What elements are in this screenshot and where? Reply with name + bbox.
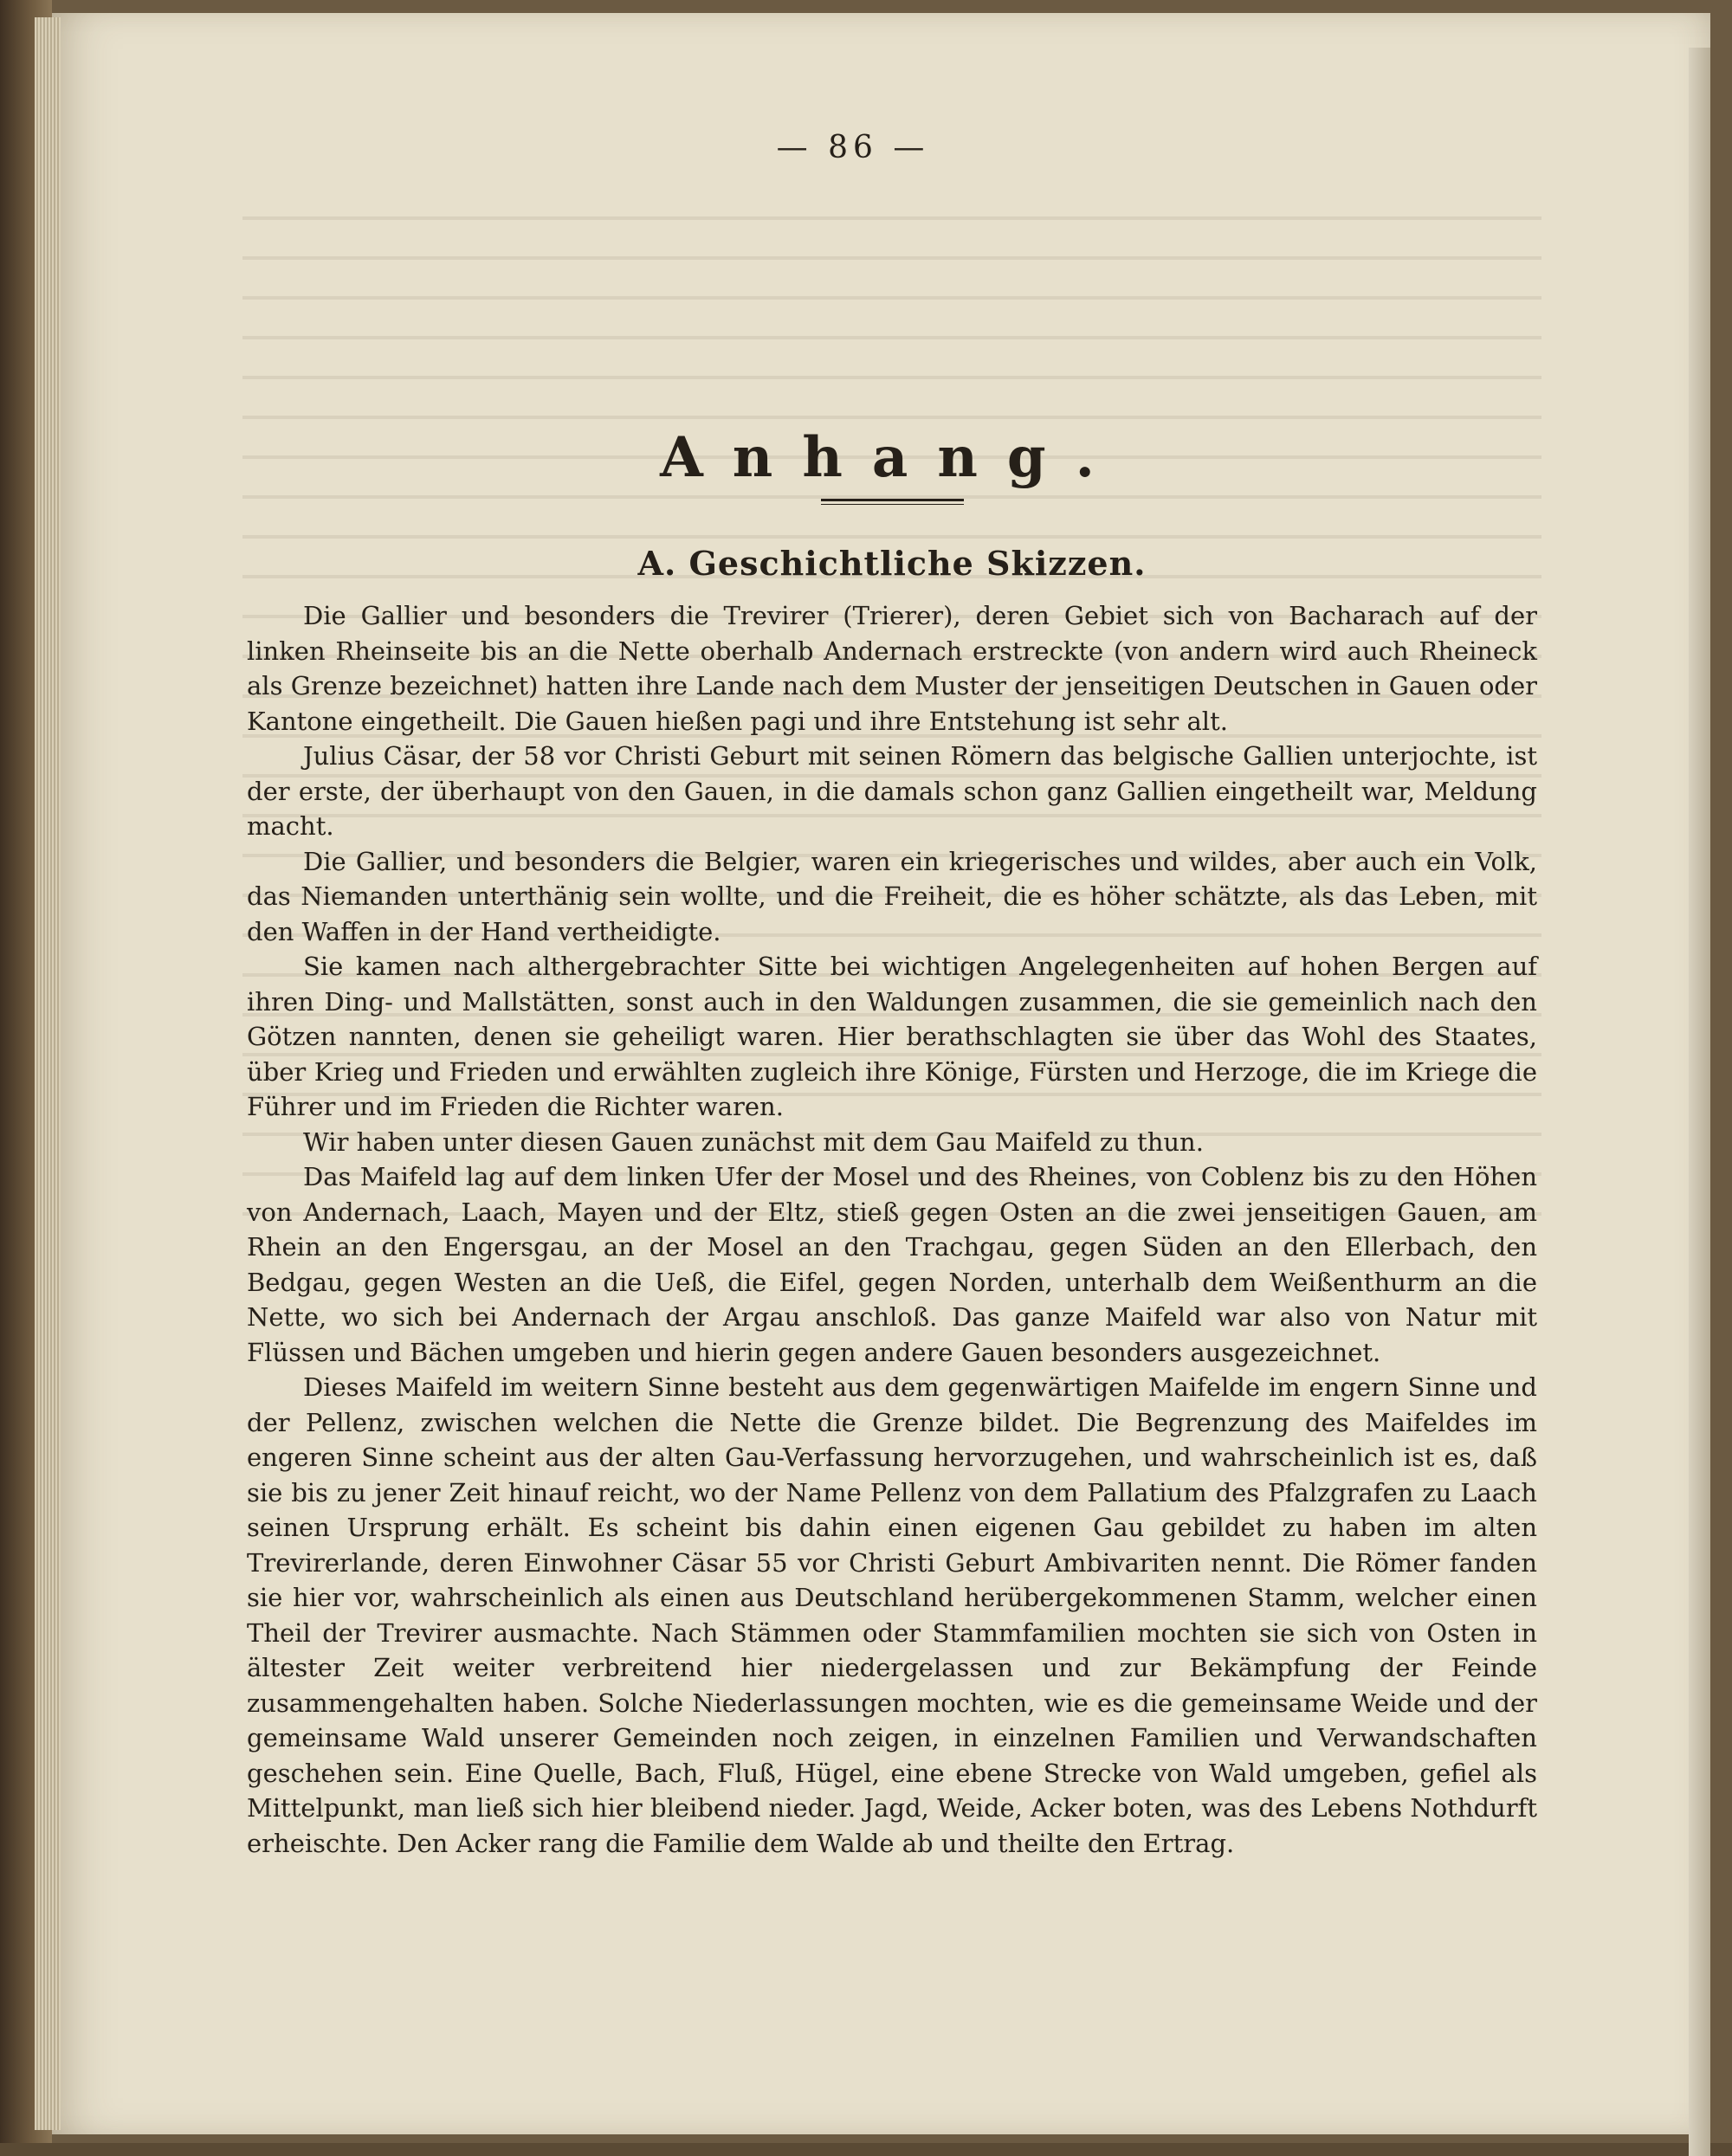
paragraph: Julius Cäsar, der 58 vor Christi Geburt mit seinen Römern das belgische Gallien unterjochte, ist der erste, der überhaupt von den Gauen, in die damals schon ganz Gallien eingetheilt war, Meldung macht. xyxy=(247,741,1537,841)
appendix-heading: Anhang. xyxy=(660,425,1124,490)
page-number: — 86 — xyxy=(776,130,930,165)
paragraph: Die Gallier, und besonders die Belgier, waren ein kriegerisches und wildes, aber auch ein Volk, das Niemanden unterthänig sein wollte, und die Freiheit, die es höher schätzte, als das Leben, mit den Waffen in der Hand vertheidigte. xyxy=(247,846,1537,946)
page-right-edge xyxy=(1689,48,1710,2156)
paragraph: Das Maifeld lag auf dem linken Ufer der Mosel und des Rheines, von Coblenz bis zu den Höhen von Andernach, Laach, Mayen und der Eltz, stieß gegen Osten an die zwei jenseitigen Gauen, am Rhein an den Engersgau, an der Mosel an den Trachgau, gegen Süden an den Ellerbach, den Bedgau, gegen Westen an die Ueß, die Eifel, gegen Norden, unterhalb dem Weißenthurm an die Nette, wo sich bei Andernach der Argau anschloß. Das ganze Maifeld war also von Natur mit Flüssen und Bächen umgeben und hierin gegen andere Gauen besonders ausgezeichnet. xyxy=(247,1162,1537,1367)
paragraph: Dieses Maifeld im weitern Sinne besteht aus dem gegenwärtigen Maifelde im engern Sinne und der Pellenz, zwischen welchen die Nette die Grenze bildet. Die Begrenzung des Maifeldes im engeren Sinne scheint aus der alten Gau-Verfassung hervorzugehen, und wahrscheinlich ist es, daß sie bis zu jener Zeit hinauf reicht, wo der Name Pellenz von dem Pallatium des Pfalzgrafen zu Laach seinen Ursprung erhält. Es scheint bis dahin einen eigenen Gau gebildet zu haben im alten Trevirerlande, deren Einwohner Cäsar 55 vor Christi Geburt Ambivariten nennt. Die Römer fanden sie hier vor, wahrscheinlich als einen aus Deutschland herübergekommenen Stamm, welcher einen Theil der Trevirer ausmachte. Nach Stämmen oder Stammfamilien mochten sie sich von Osten in ältester Zeit weiter verbreitend hier niedergelassen und zur Bekämpfung der Feinde zusammengehalten haben. Solche Niederlassungen mochten, wie es die gemeinsame Weide und der gemeinsame Wald unserer Gemeinden noch zeigen, in einzelnen Familien und Verwandschaften geschehen sein. Eine Quelle, Bach, Fluß, Hügel, eine ebene Strecke von Wald umgeben, gefiel als Mittelpunkt, man ließ sich hier bleibend nieder. Jagd, Weide, Acker boten, was des Lebens Nothdurft erheischte. Den Acker rang die Familie dem Walde ab und theilte den Ertrag. xyxy=(247,1372,1537,1858)
paragraph: Sie kamen nach althergebrachter Sitte bei wichtigen Angelegenheiten auf hohen Bergen auf ihren Ding- und Mallstätten, sonst auch in den Waldungen zusammen, die sie gemeinlich nach den Götzen nannten, denen sie geheiligt waren. Hier berathschlagten sie über das Wohl des Staates, über Krieg und Frieden und erwählten zugleich ihre Könige, Fürsten und Herzoge, die im Kriege die Führer und im Frieden die Richter waren. xyxy=(247,952,1537,1121)
page-stack-edges xyxy=(35,17,61,2130)
section-title: A. Geschichtliche Skizzen. xyxy=(637,544,1147,583)
paragraph: Die Gallier und besonders die Trevirer (Trierer), deren Gebiet sich von Bacharach auf der linken Rheinseite bis an die Nette oberhalb Andernach erstreckte (von andern wird auch Rheineck als Grenze bezeichnet) hatten ihre Lande nach dem Muster der jenseitigen Deutschen in Gauen oder Kantone eingetheilt. Die Gauen hießen pagi und ihre Entstehung ist sehr alt. xyxy=(247,601,1537,736)
paragraph: Wir haben unter diesen Gauen zunächst mit dem Gau Maifeld zu thun. xyxy=(303,1126,1204,1157)
body-text xyxy=(247,598,1537,1861)
page-content xyxy=(247,130,1537,1861)
heading-rule xyxy=(821,499,964,505)
